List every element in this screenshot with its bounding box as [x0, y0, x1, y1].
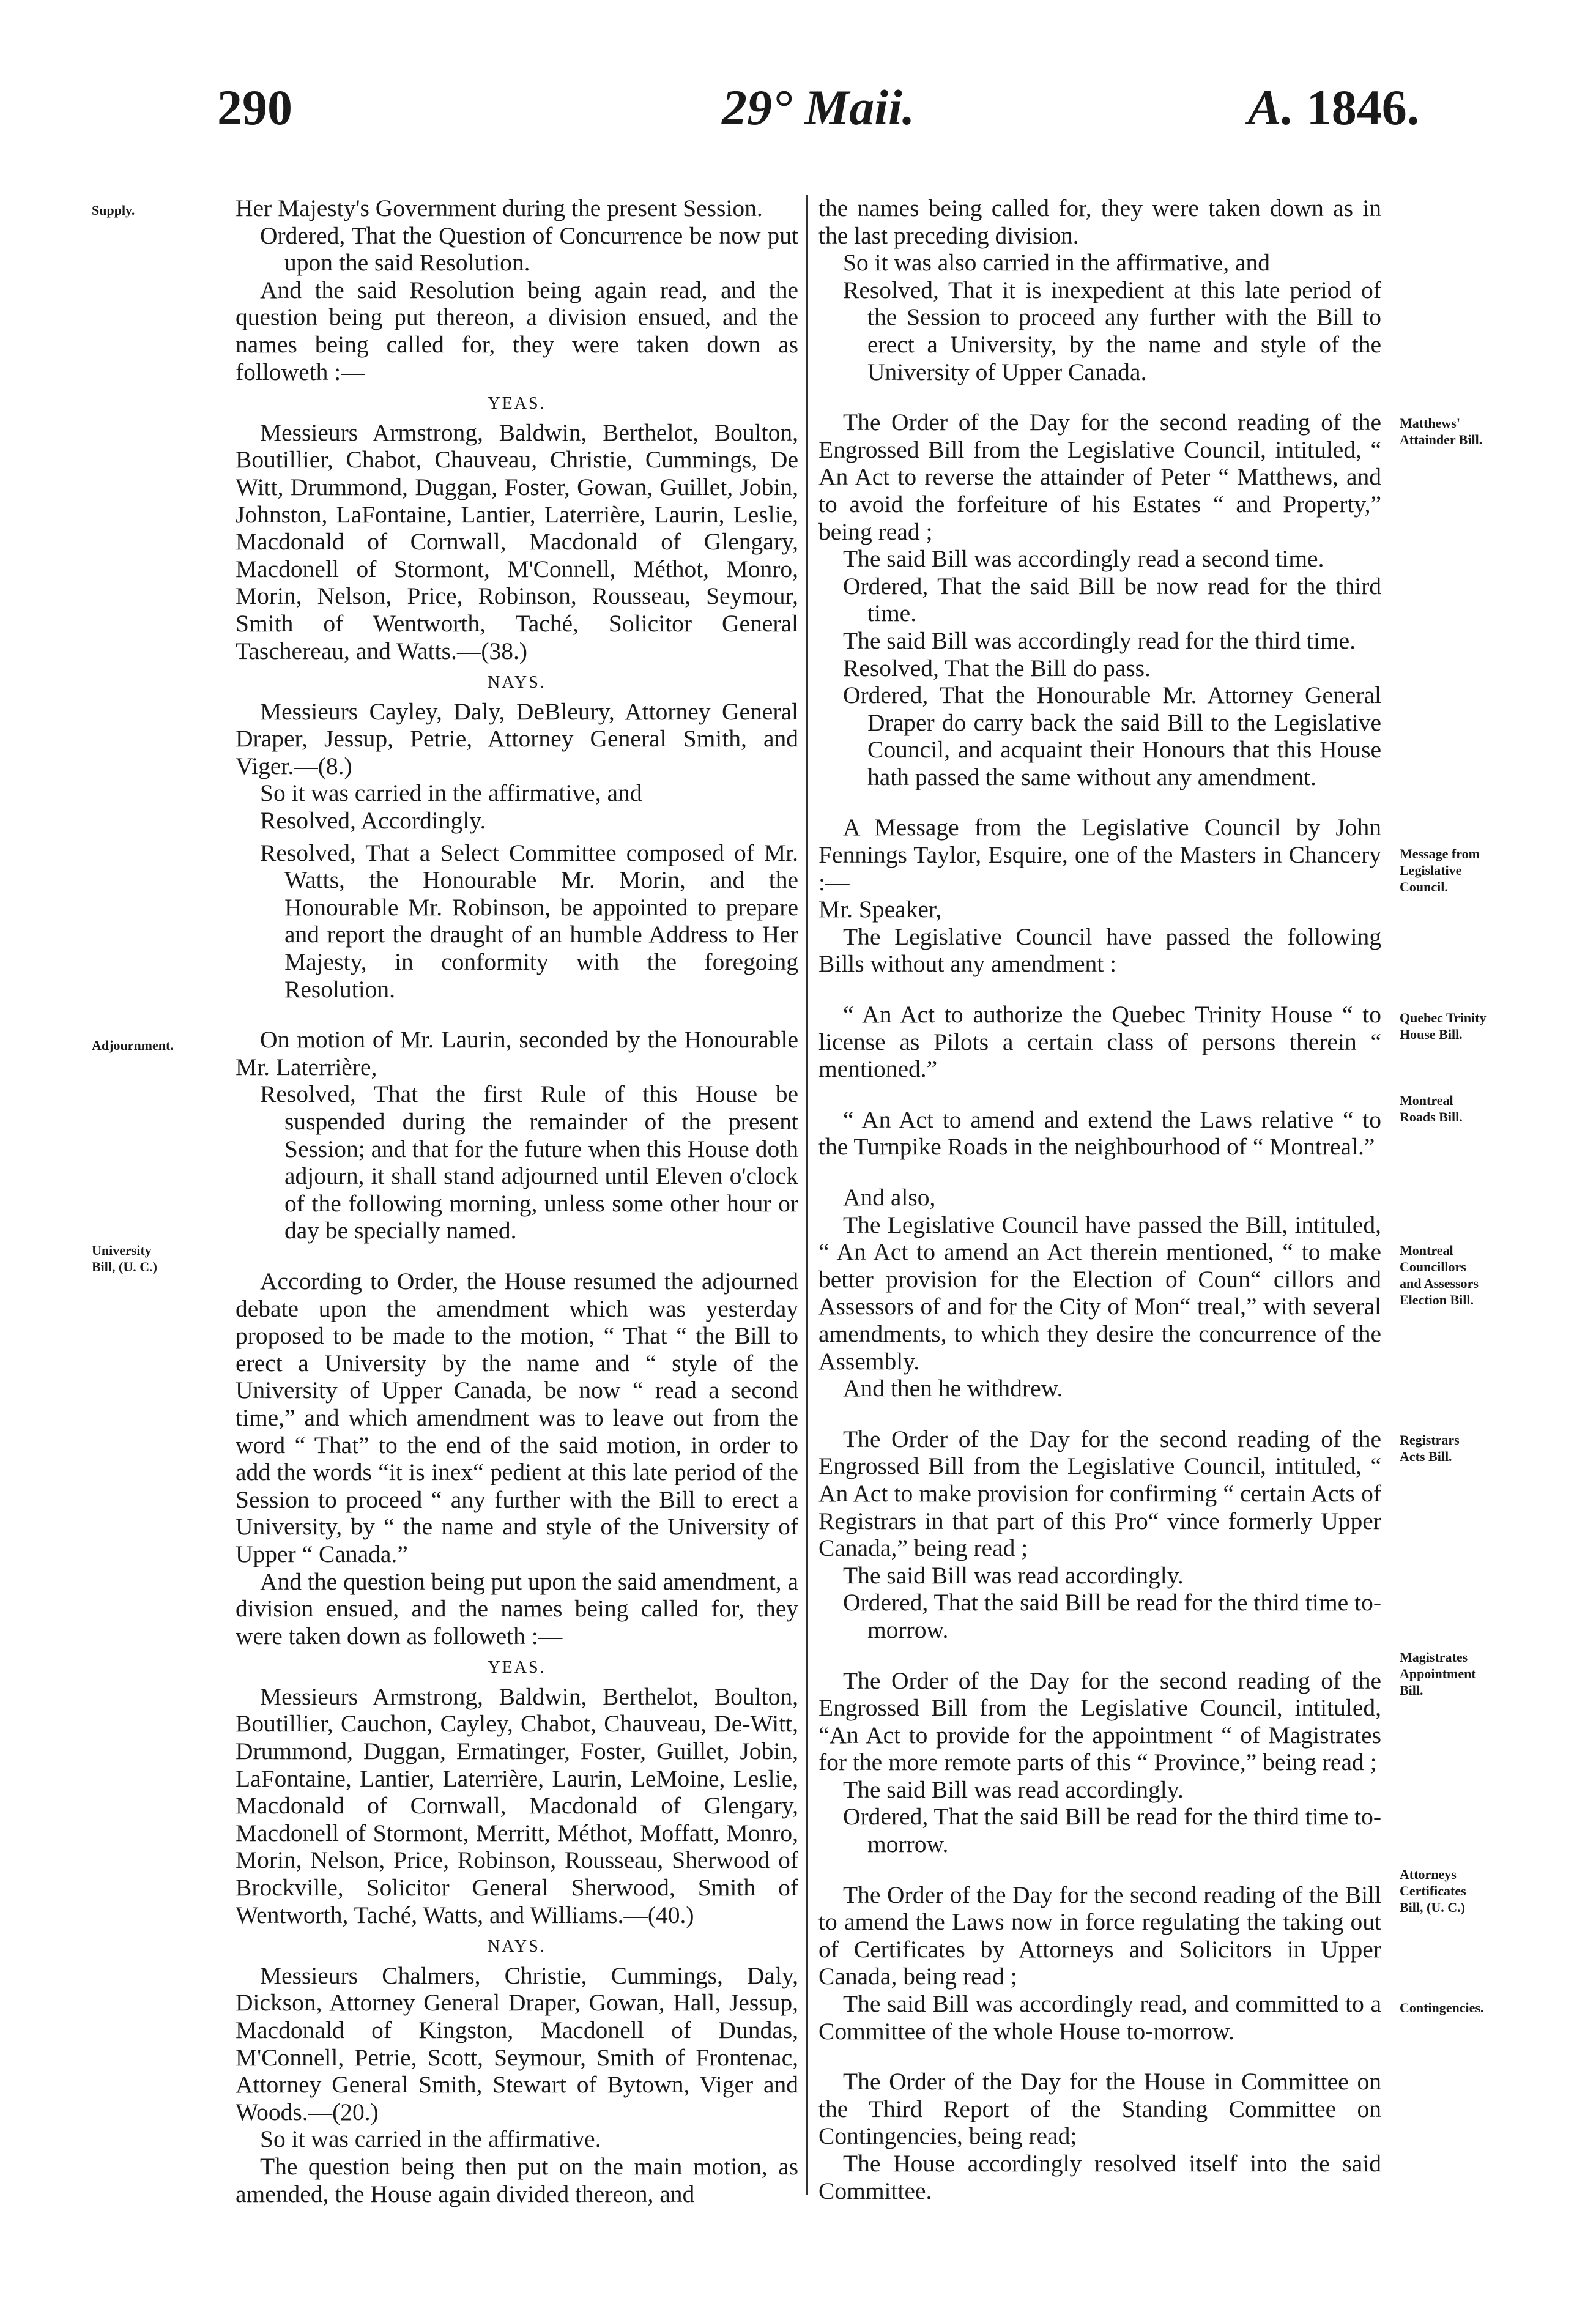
yeas-list: Messieurs Armstrong, Baldwin, Berthelot, Boulton, Boutillier, Chabot, Chauveau, Christie, Cummings, De Witt, Drummond, Duggan, Foster, Gowan, Guillet, Jobin, Johnston, LaFontaine, Lantier, Laterrière, Laurin, Leslie, Macdonald of Cornwall, Macdonald of Glengary, Macdonell of Stormont, M'Connell, Méthot, Monro, Morin, Nelson, Price, Robinson, Rousseau, Seymour, Smith of Wentworth, Taché, Solicitor General Taschereau, and Watts.—(38.)	[236, 418, 798, 664]
margin-note-montreal-councillors: Montreal Councillors and Assessors Election Bill.	[1400, 1243, 1479, 1307]
nays-heading: NAYS.	[488, 673, 546, 693]
paragraph: The said Bill was accordingly read a second time.	[843, 545, 1324, 573]
speaker-address: Mr. Speaker,	[818, 896, 942, 923]
paragraph: The said Bill was accordingly read, and committed to a Committee of the whole House to-morrow.	[818, 1990, 1381, 2045]
column-divider	[806, 195, 810, 2195]
margin-note-quebec-trinity: Quebec Trinity House Bill.	[1400, 1010, 1487, 1042]
paragraph: The said Bill was read accordingly.	[843, 1561, 1184, 1589]
page-number: 290	[217, 80, 292, 135]
paragraph: Resolved, That it is inexpedient at this late period of the Session to proceed any further with the Bill to erect a University, by the name and style of the University of Upper Canada.	[843, 276, 1381, 385]
paragraph: The Order of the Day for the second reading of the Bill to amend the Laws now in force regulating the taking out of Certificates by Attorneys and Solicitors in Upper Canada, being read ;	[818, 1881, 1381, 1990]
margin-note-contingencies: Contingencies.	[1400, 2000, 1484, 2015]
yeas-heading: YEAS.	[488, 1658, 546, 1678]
margin-note-adjournment: Adjournment.	[92, 1038, 174, 1053]
left-column	[236, 195, 798, 2207]
margin-note-magistrates: Magistrates Appointment Bill.	[1400, 1649, 1476, 1698]
nays-heading: NAYS.	[488, 1937, 546, 1957]
anno-mark: A.	[1248, 80, 1294, 135]
paragraph: Ordered, That the said Bill be read for the third time to-morrow.	[843, 1589, 1381, 1643]
paragraph: “ An Act to amend and extend the Laws relative “ to the Turnpike Roads in the neighbourhood of “ Montreal.”	[818, 1106, 1381, 1161]
paragraph: So it was carried in the affirmative, and	[260, 779, 642, 807]
paragraph: the names being called for, they were taken down as in the last preceding division.	[818, 195, 1381, 249]
paragraph: Ordered, That the Honourable Mr. Attorney General Draper do carry back the said Bill to the Legislative Council, and acquaint their Honours that this House hath passed the same without any amendment.	[843, 682, 1381, 790]
paragraph: And then he withdrew.	[843, 1375, 1063, 1402]
year-value: 1846.	[1306, 80, 1420, 135]
paragraph: The Legislative Council have passed the following Bills without any amendment :	[818, 923, 1381, 978]
paragraph: Ordered, That the said Bill be now read for the third time.	[843, 572, 1381, 627]
paragraph: On motion of Mr. Laurin, seconded by the Honourable Mr. Laterrière,	[236, 1026, 798, 1080]
margin-note-matthews: Matthews' Attainder Bill.	[1400, 415, 1483, 447]
paragraph: And also,	[843, 1184, 936, 1211]
paragraph: Ordered, That the said Bill be read for the third time to-morrow.	[843, 1803, 1381, 1858]
margin-note-university-bill: University Bill, (U. C.)	[92, 1243, 157, 1274]
nays-list: Messieurs Chalmers, Christie, Cummings, Daly, Dickson, Attorney General Draper, Gowan, Hall, Jessup, Macdonald of Kingston, Macdonell of Dundas, M'Connell, Petrie, Scott, Seymour, Smith of Frontenac, Attorney General Smith, Stewart of Bytown, Viger and Woods.—(20.)	[236, 1961, 798, 2125]
paragraph: Resolved, That a Select Committee composed of Mr. Watts, the Honourable Mr. Morin, and the Honourable Mr. Robinson, be appointed to prepare and report the draught of an humble Address to Her Majesty, in conformity with the foregoing Resolution.	[260, 839, 798, 1003]
paragraph: So it was carried in the affirmative.	[260, 2125, 601, 2153]
yeas-heading: YEAS.	[488, 394, 546, 414]
nays-list: Messieurs Cayley, Daly, DeBleury, Attorney General Draper, Jessup, Petrie, Attorney General Smith, and Viger.—(8.)	[236, 697, 798, 779]
paragraph: Resolved, That the Bill do pass.	[843, 654, 1151, 682]
margin-note-attorneys: Attorneys Certificates Bill, (U. C.)	[1400, 1867, 1466, 1915]
paragraph: Her Majesty's Government during the present Session.	[236, 195, 763, 221]
paragraph: “ An Act to authorize the Quebec Trinity House “ to license as Pilots a certain class of persons therein “ mentioned.”	[818, 1001, 1381, 1083]
paragraph: The House accordingly resolved itself into the said Committee.	[818, 2150, 1381, 2204]
right-column	[818, 195, 1381, 2204]
running-year	[1248, 80, 1420, 135]
paragraph: Resolved, That the first Rule of this House be suspended during the remainder of the present Session; and that for the future when this House doth adjourn, it shall stand adjourned until Eleven o'clock of the following morning, unless some other hour or day be specially named.	[260, 1080, 798, 1244]
paragraph: The said Bill was accordingly read for the third time.	[843, 627, 1356, 654]
margin-note-registrars: Registrars Acts Bill.	[1400, 1432, 1460, 1464]
margin-note-montreal-roads: Montreal Roads Bill.	[1400, 1093, 1463, 1125]
paragraph: The Order of the Day for the House in Committee on the Third Report of the Standing Committee on Contingencies, being read;	[818, 2068, 1381, 2150]
yeas-list: Messieurs Armstrong, Baldwin, Berthelot, Boulton, Boutillier, Cauchon, Cayley, Chabot, Chauveau, De-Witt, Drummond, Duggan, Ermatinger, Foster, Guillet, Jobin, LaFontaine, Lantier, Laterrière, Laurin, LeMoine, Leslie, Macdonald of Cornwall, Macdonald of Glengary, Macdonell of Stormont, Merritt, Méthot, Moffatt, Monro, Morin, Nelson, Price, Robinson, Rousseau, Sherwood of Brockville, Solicitor General Sherwood, Smith of Wentworth, Taché, Watts, and Williams.—(40.)	[236, 1682, 798, 1928]
paragraph: And the said Resolution being again read, and the question being put thereon, a division ensued, and the names being called for, they were taken down as followeth :—	[236, 276, 798, 385]
margin-note-supply: Supply.	[92, 203, 135, 218]
paragraph: And the question being put upon the said amendment, a division ensued, and the names being called for, they were taken down as followeth :—	[236, 1567, 798, 1649]
paragraph: The Legislative Council have passed the Bill, intituled, “ An Act to amend an Act therein mentioned, “ to make better provision for the Election of Coun“ cillors and Assessors of and for the City of Mon“ treal,” with several amendments, to which they desire the concurrence of the Assembly.	[818, 1211, 1381, 1375]
paragraph: The Order of the Day for the second reading of the Engrossed Bill from the Legislative Council, intituled, “ An Act to make provision for confirming “ certain Acts of Registrars in that part of this Pro“ vince formerly Upper Canada,” being read ;	[818, 1425, 1381, 1562]
running-date: 29° Maii.	[722, 80, 915, 135]
paragraph: Resolved, Accordingly.	[260, 807, 486, 835]
paragraph: Ordered, That the Question of Concurrence be now put upon the said Resolution.	[260, 221, 798, 277]
paragraph: So it was also carried in the affirmative, and	[843, 249, 1270, 277]
paragraph: The Order of the Day for the second reading of the Engrossed Bill from the Legislative Council, intituled, “An Act to provide for the appointment “ of Magistrates for the more remote parts of this “ Province,” being read ;	[818, 1667, 1381, 1776]
paragraph: According to Order, the House resumed the adjourned debate upon the amendment which was yesterday proposed to be made to the motion, “ That “ the Bill to erect a University by the name and “ style of the University of Upper Canada, be now “ read a second time,” and which amendment was to leave out from the word “ That” to the end of the said motion, in order to add the words “it is inex“ pedient at this late period of the Session to proceed “ any further with the Bill to erect a University, by “ the name and style of the University of Upper “ Canada.”	[236, 1267, 798, 1567]
paragraph: The question being then put on the main motion, as amended, the House again divided thereon, and	[236, 2152, 798, 2207]
paragraph: The Order of the Day for the second reading of the Engrossed Bill from the Legislative Council, intituled, “ An Act to reverse the attainder of Peter “ Matthews, and to avoid the forfeiture of his Estates “ and Property,” being read ;	[818, 409, 1381, 545]
margin-note-message: Message from Legislative Council.	[1400, 846, 1480, 894]
paragraph: The said Bill was read accordingly.	[843, 1775, 1184, 1803]
paragraph: A Message from the Legislative Council by John Fennings Taylor, Esquire, one of the Masters in Chancery :—	[818, 814, 1381, 896]
